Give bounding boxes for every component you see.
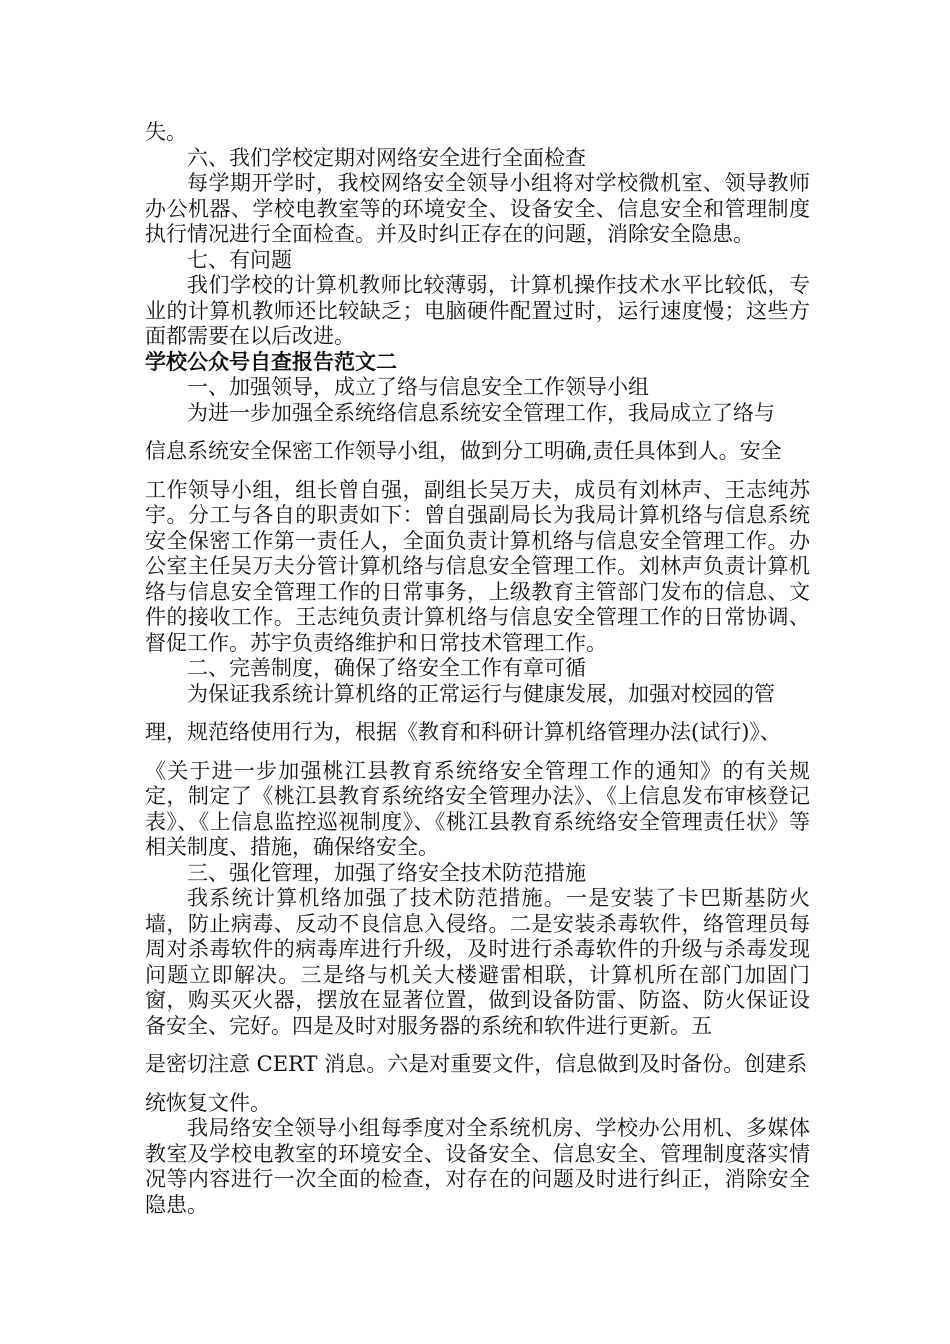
paragraph: 是密切注意 CERT 消息。六是对重要文件，信息做到及时备份。创建系 bbox=[145, 1052, 808, 1076]
paragraph: 七、有问题 bbox=[187, 247, 292, 272]
paragraph: 每学期开学时，我校网络安全领导小组将对学校微机室、领导教师办公机器、学校电教室等的环境安全、设备安全、信息安全和管理制度执行情况进行全面检查。并及时纠正存在的问题，消除安全隐患。 bbox=[145, 171, 810, 246]
paragraph: 二、完善制度，确保了络安全工作有章可循 bbox=[187, 656, 586, 680]
paragraph: 理，规范络使用行为，根据《教育和科研计算机络管理办法(试行)》、 bbox=[145, 720, 781, 744]
paragraph: 我们学校的计算机教师比较薄弱，计算机操作技术水平比较低，专业的计算机教师还比较缺乏；电脑硬件配置过时，运行速度慢；这些方面都需要在以后改进。 bbox=[145, 273, 810, 348]
paragraph: 六、我们学校定期对网络安全进行全面检查 bbox=[187, 145, 586, 170]
paragraph: 为进一步加强全系统络信息系统安全管理工作，我局成立了络与 bbox=[187, 400, 775, 425]
paragraph: 统恢复文件。 bbox=[145, 1090, 271, 1115]
paragraph: 工作领导小组，组长曾自强，副组长吴万夫，成员有刘林声、王志纯苏宇。分工与各自的职责如下：曾自强副局长为我局计算机络与信息系统安全保密工作第一责任人，全面负责计算机络与信息安全管理工作。办公室主任吴万夫分管计算机络与信息安全管理工作。刘林声负责计算机络与信息安全管理工作的日常事务，上级教育主管部门发布的信息、文件的接收工作。王志纯负责计算机络与信息安全管理工作的日常协调、督促工作。苏宇负责络维护和日常技术管理工作。 bbox=[145, 477, 810, 655]
document-page bbox=[145, 120, 810, 1218]
paragraph: 一、加强领导，成立了络与信息安全工作领导小组 bbox=[187, 375, 649, 399]
paragraph: 我系统计算机络加强了技术防范措施。一是安装了卡巴斯基防火墙，防止病毒、反动不良信息入侵络。二是安装杀毒软件，络管理员每周对杀毒软件的病毒库进行升级，及时进行杀毒软件的升级与杀毒发现问题立即解决。三是络与机关大楼避雷相联，计算机所在部门加固门窗，购买灭火器，摆放在显著位置，做到设备防雷、防盗、防火保证设备安全、完好。四是及时对服务器的系统和软件进行更新。五 bbox=[145, 886, 810, 1038]
paragraph: 我局络安全领导小组每季度对全系统机房、学校办公用机、多媒体教室及学校电教室的环境安全、设备安全、信息安全、管理制度落实情况等内容进行一次全面的检查，对存在的问题及时进行纠正，消除安全隐患。 bbox=[145, 1116, 810, 1217]
section-heading: 学校公众号自查报告范文二 bbox=[145, 349, 397, 374]
paragraph: 三、强化管理，加强了络安全技术防范措施 bbox=[187, 860, 586, 885]
paragraph: 为保证我系统计算机络的正常运行与健康发展，加强对校园的管 bbox=[187, 681, 775, 706]
paragraph: 信息系统安全保密工作领导小组，做到分工明确,责任具体到人。安全 bbox=[145, 439, 782, 463]
paragraph: 《关于进一步加强桃江县教育系统络安全管理工作的通知》的有关规定，制定了《桃江县教育系统络安全管理办法》、《上信息发布审核登记表》、《上信息监控巡视制度》、《桃江县教育系统络安全管理责任状》等相关制度、措施，确保络安全。 bbox=[145, 758, 810, 859]
paragraph: 失。 bbox=[145, 120, 187, 144]
